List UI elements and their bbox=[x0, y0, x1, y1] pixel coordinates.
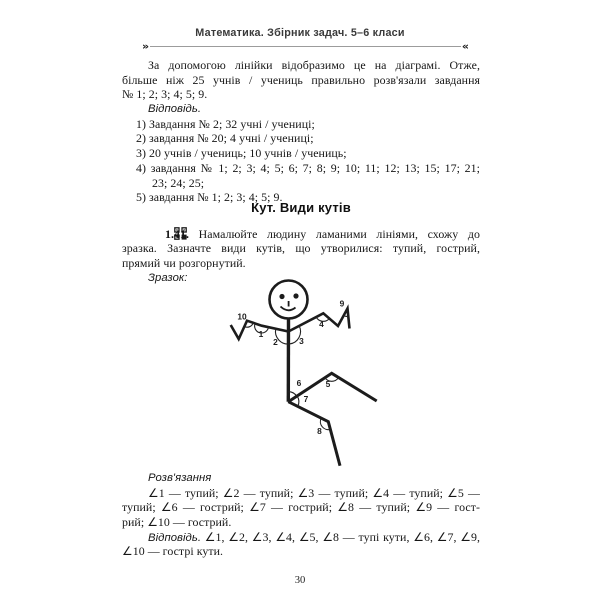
answer-line bbox=[122, 530, 480, 545]
angle-label-10: 10 bbox=[237, 311, 247, 322]
list-item: 3) 20 учнів / учениць; 10 учнів / учениць; bbox=[136, 146, 347, 161]
paragraph-line: № 1; 2; 3; 4; 5; 9. bbox=[122, 87, 208, 102]
section-heading: Кут. Види кутів bbox=[251, 200, 351, 215]
paragraph-line: більше ніж 25 учнів / учениць правильно розв'язали завдання bbox=[122, 72, 480, 87]
problem-text-line: Намалюйте людину ламаними лініями, схожу до bbox=[189, 226, 480, 241]
list-item-wrap: 23; 24; 25; bbox=[152, 175, 205, 190]
solution-label: Розв'язання bbox=[148, 472, 212, 484]
header-rule bbox=[142, 41, 469, 52]
header-rule-line bbox=[150, 46, 461, 47]
angle-label-6: 6 bbox=[296, 378, 302, 388]
head-circle bbox=[270, 281, 308, 319]
angle-label-1: 1 bbox=[258, 329, 264, 339]
answer-line: ∠10 — гострі кути. bbox=[122, 544, 224, 559]
page-number: 30 bbox=[294, 575, 306, 586]
right-eye bbox=[293, 293, 298, 298]
angle-label-9: 9 bbox=[339, 298, 345, 309]
list-item: 1) Завдання № 2; 32 учні / учениці; bbox=[136, 116, 315, 131]
angle-label-4: 4 bbox=[319, 319, 324, 329]
left-eye bbox=[279, 294, 284, 299]
paragraph-line: За допомогою лінійки відобразимо це на діаграмі. Отже, bbox=[148, 58, 480, 72]
problem-first-line bbox=[122, 227, 480, 242]
angle-label-8: 8 bbox=[317, 426, 322, 436]
solution-line: тупий; ∠6 — гострий; ∠7 — гострий; ∠8 — тупий; ∠9 — гост- bbox=[122, 500, 480, 515]
qr-code-icon bbox=[148, 227, 161, 240]
list-item: 5) завдання № 1; 2; 3; 4; 5; 9. bbox=[136, 190, 283, 205]
problem-number: 1.41. bbox=[165, 226, 190, 241]
running-title: Математика. Збірник задач. 5–6 класи bbox=[195, 27, 405, 39]
solution-line: рий; ∠10 — гострий. bbox=[122, 515, 232, 530]
list-item: 4) завдання № 1; 2; 3; 4; 5; 6; 7; 8; 9; 10; 11; 12; 13; 15; 17; 21; bbox=[136, 160, 480, 175]
solution-line: ∠1 — тупий; ∠2 — тупий; ∠3 — тупий; ∠4 — тупий; ∠5 — bbox=[148, 485, 480, 500]
angle-label-3: 3 bbox=[299, 336, 304, 346]
list-item: 2) завдання № 20; 4 учні / учениці; bbox=[136, 131, 314, 146]
right-guillemet-ornament: « bbox=[461, 40, 469, 53]
answer-label: Відповідь. bbox=[148, 531, 202, 544]
diagram-answer-section bbox=[122, 58, 480, 205]
stick-figure-drawing bbox=[195, 275, 395, 475]
angle-label-5: 5 bbox=[325, 379, 331, 389]
sample-label: Зразок: bbox=[148, 271, 188, 284]
left-guillemet-ornament: » bbox=[142, 40, 150, 53]
problem-text-line: зразка. Зазначте види кутів, що утворилися: тупий, гострий, bbox=[122, 241, 480, 256]
angle-label-2: 2 bbox=[273, 337, 278, 347]
solution-section bbox=[122, 471, 480, 559]
answer-label: Відповідь. bbox=[148, 103, 202, 116]
right-leg-line bbox=[288, 373, 376, 401]
answer-text: ∠1, ∠2, ∠3, ∠4, ∠5, ∠8 — тупі кути, ∠6, ∠7, ∠9, bbox=[201, 529, 480, 544]
left-leg-line bbox=[288, 402, 340, 466]
angle-label-7: 7 bbox=[303, 394, 309, 404]
problem-text-line: прямий чи розгорнутий. bbox=[122, 255, 246, 270]
smile-mouth bbox=[281, 307, 296, 311]
